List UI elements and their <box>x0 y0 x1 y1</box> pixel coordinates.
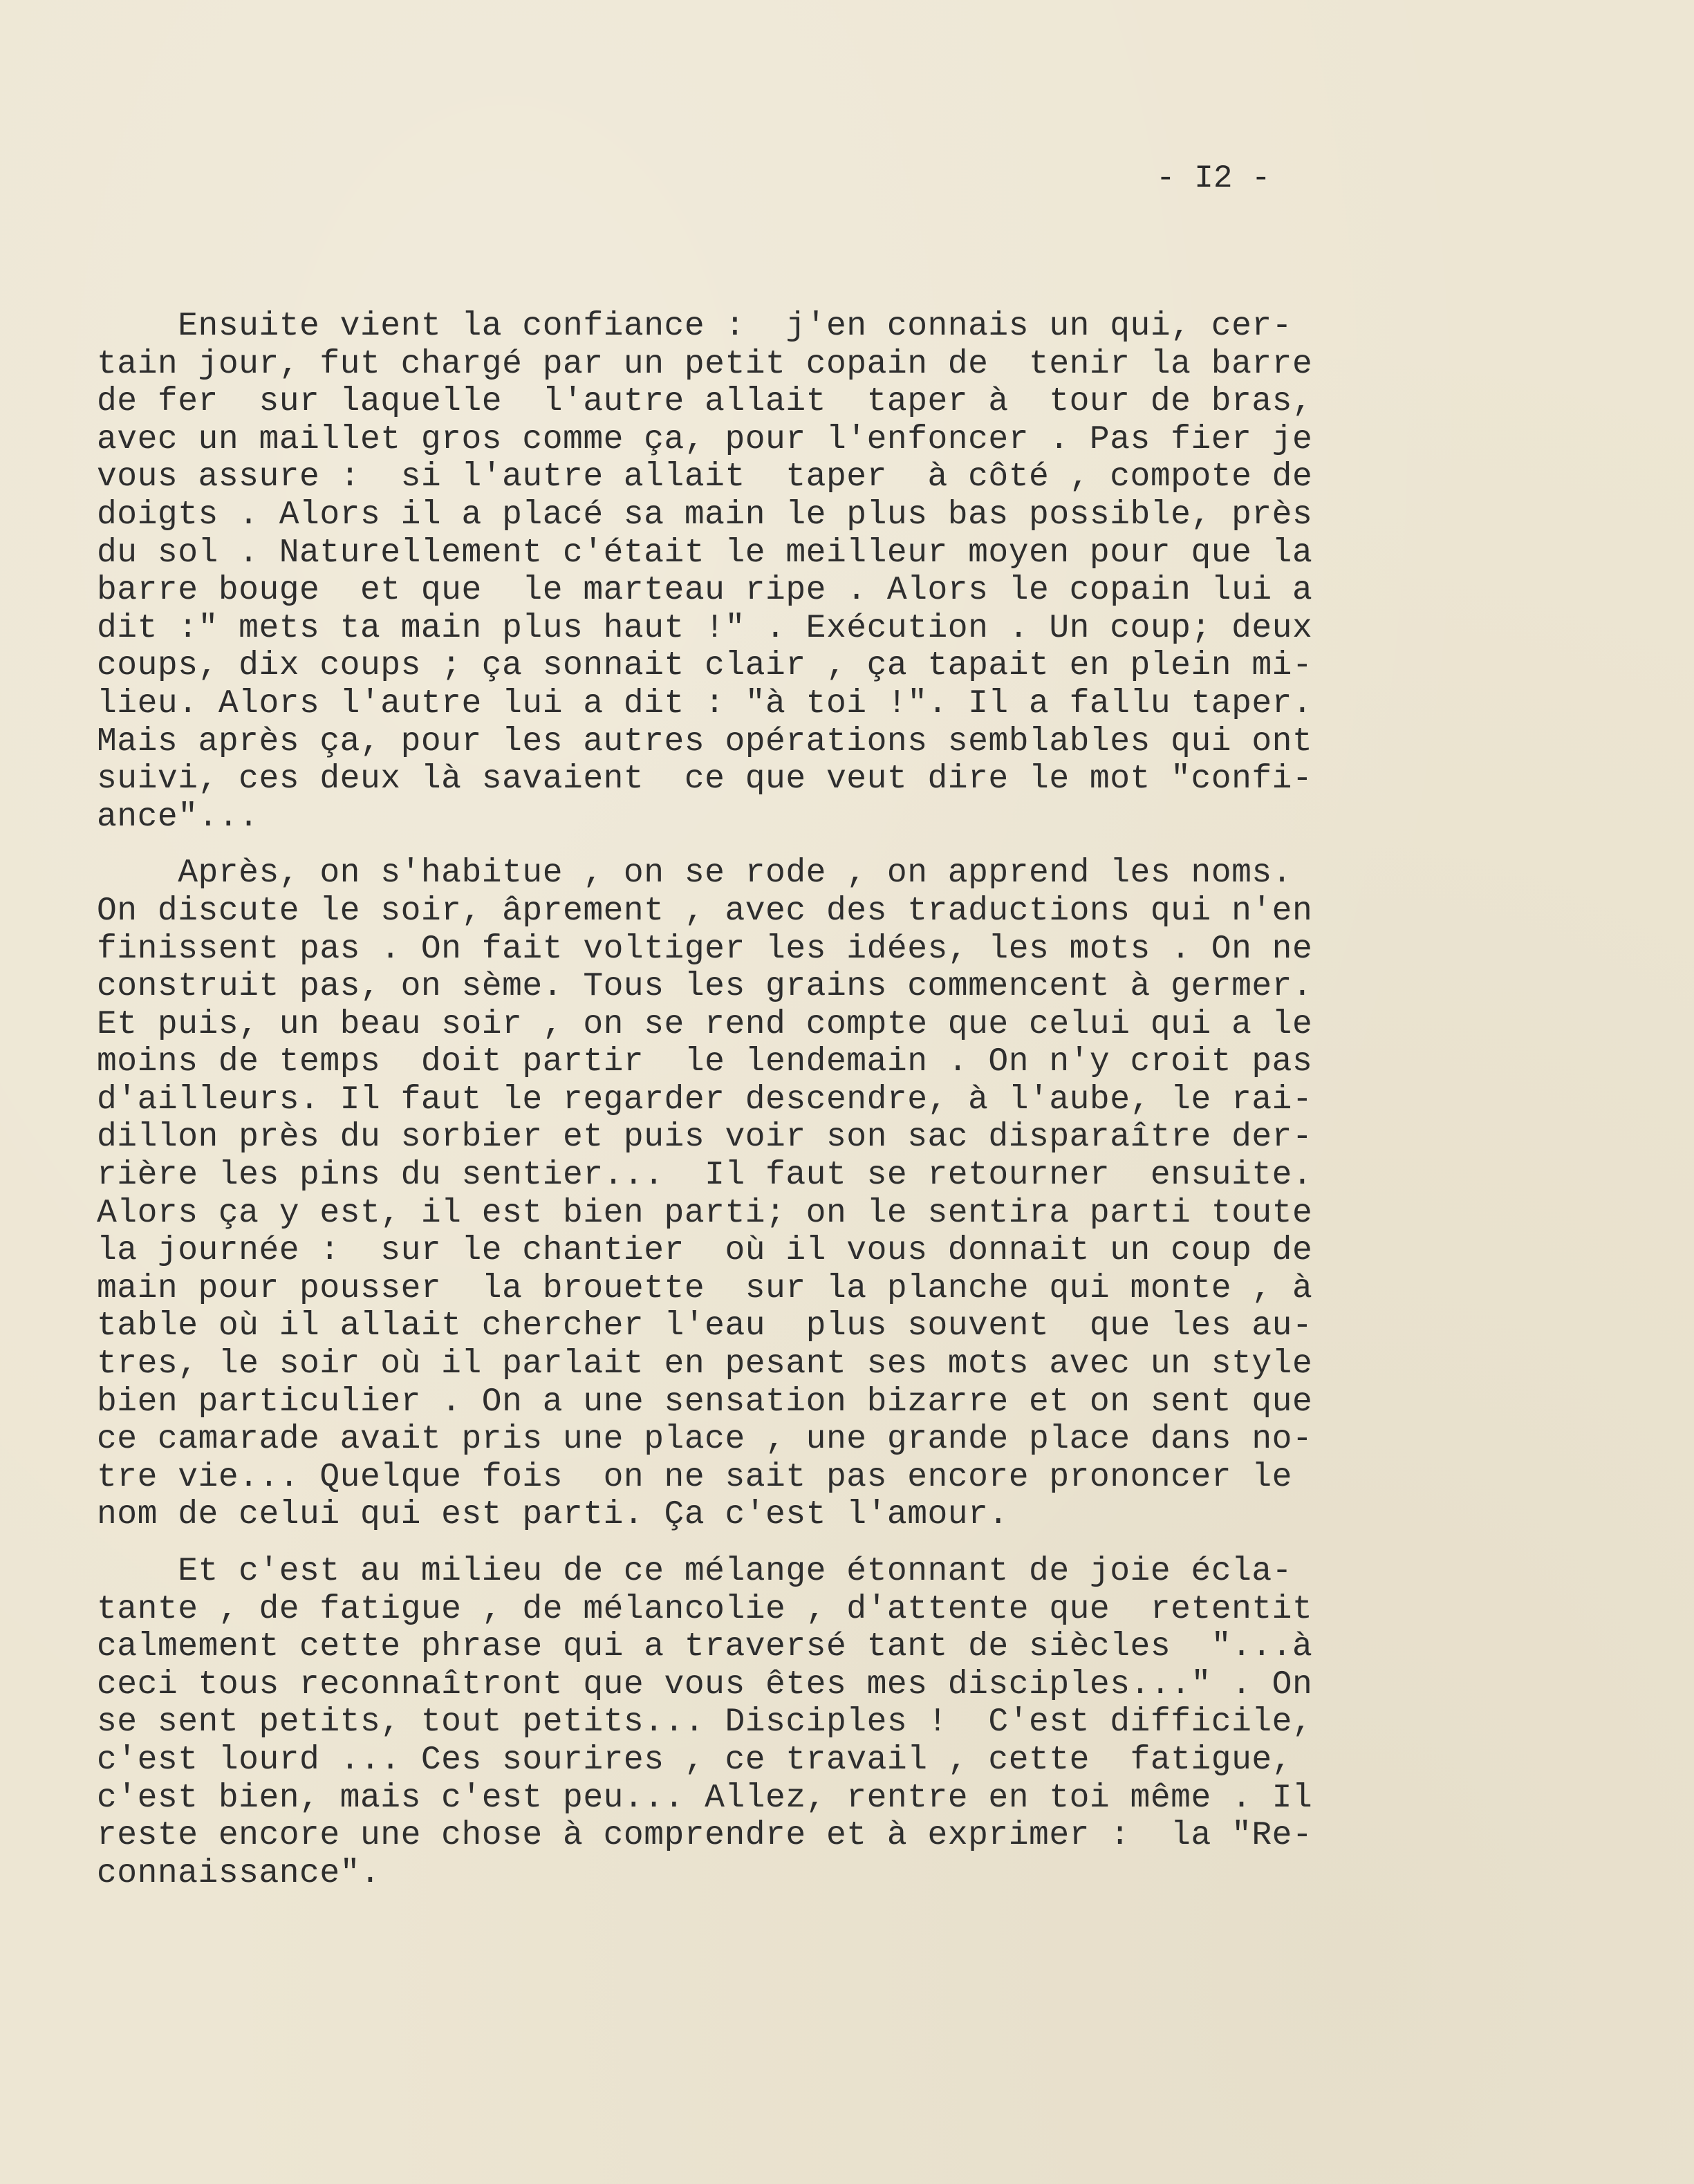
text-line: tain jour, fut chargé par un petit copain de tenir la barre <box>97 345 1313 383</box>
paragraph-2 <box>97 855 1383 1534</box>
text-line: construit pas, on sème. Tous les grains commencent à germer. <box>97 968 1313 1006</box>
page-number: - I2 - <box>1156 160 1271 196</box>
text-line: coups, dix coups ; ça sonnait clair , ça tapait en plein mi- <box>97 647 1313 685</box>
text-line: barre bouge et que le marteau ripe . Alors le copain lui a <box>97 572 1313 610</box>
text-line: d'ailleurs. Il faut le regarder descendre, à l'aube, le rai- <box>97 1081 1313 1119</box>
text-line: calmement cette phrase qui a traversé tant de siècles "...à <box>97 1628 1313 1666</box>
text-line: tres, le soir où il parlait en pesant ses mots avec un style <box>97 1345 1313 1383</box>
text-line: reste encore une chose à comprendre et à exprimer : la "Re- <box>97 1817 1313 1855</box>
text-line: finissent pas . On fait voltiger les idées, les mots . On ne <box>97 930 1313 968</box>
text-line: lieu. Alors l'autre lui a dit : "à toi !". Il a fallu taper. <box>97 684 1313 722</box>
text-line: ce camarade avait pris une place , une grande place dans no- <box>97 1421 1313 1459</box>
body-text <box>97 308 1383 1911</box>
text-line: de fer sur laquelle l'autre allait taper à tour de bras, <box>97 383 1313 421</box>
text-line: On discute le soir, âprement , avec des traductions qui n'en <box>97 892 1313 930</box>
text-line: avec un maillet gros comme ça, pour l'enfoncer . Pas fier je <box>97 420 1313 458</box>
text-line: Et c'est au milieu de ce mélange étonnant de joie écla- <box>97 1553 1292 1590</box>
paragraph-3 <box>97 1553 1383 1892</box>
text-line: se sent petits, tout petits... Disciples ! C'est difficile, <box>97 1704 1313 1742</box>
text-line: ceci tous reconnaîtront que vous êtes mes disciples..." . On <box>97 1665 1313 1704</box>
text-line: table où il allait chercher l'eau plus souvent que les au- <box>97 1307 1313 1345</box>
text-line: tante , de fatigue , de mélancolie , d'attente que retentit <box>97 1590 1313 1628</box>
text-line: doigts . Alors il a placé sa main le plus bas possible, près <box>97 496 1313 534</box>
text-line: rière les pins du sentier... Il faut se retourner ensuite. <box>97 1157 1313 1195</box>
text-line: Mais après ça, pour les autres opérations semblables qui ont <box>97 722 1313 760</box>
text-line: c'est lourd ... Ces sourires , ce travail , cette fatigue, <box>97 1741 1292 1779</box>
text-line: ance"... <box>97 798 259 836</box>
text-line: bien particulier . On a une sensation bizarre et on sent que <box>97 1383 1313 1421</box>
text-line: Alors ça y est, il est bien parti; on le sentira parti toute <box>97 1194 1313 1232</box>
text-line: dillon près du sorbier et puis voir son sac disparaître der- <box>97 1119 1313 1157</box>
text-line: nom de celui qui est parti. Ça c'est l'amour. <box>97 1496 1009 1534</box>
text-line: dit :" mets ta main plus haut !" . Exécution . Un coup; deux <box>97 609 1313 647</box>
text-line: c'est bien, mais c'est peu... Allez, rentre en toi même . Il <box>97 1779 1313 1817</box>
text-line: Ensuite vient la confiance : j'en connais un qui, cer- <box>97 308 1292 345</box>
text-line: connaissance". <box>97 1854 381 1892</box>
text-line: moins de temps doit partir le lendemain . On n'y croit pas <box>97 1043 1313 1081</box>
paragraph-1 <box>97 308 1383 836</box>
text-line: suivi, ces deux là savaient ce que veut dire le mot "confi- <box>97 760 1313 799</box>
text-line: Après, on s'habitue , on se rode , on apprend les noms. <box>97 855 1292 893</box>
text-line: la journée : sur le chantier où il vous donnait un coup de <box>97 1232 1313 1270</box>
text-line: main pour pousser la brouette sur la planche qui monte , à <box>97 1269 1313 1307</box>
text-line: du sol . Naturellement c'était le meilleur moyen pour que la <box>97 534 1313 572</box>
text-line: vous assure : si l'autre allait taper à côté , compote de <box>97 458 1313 496</box>
text-line: Et puis, un beau soir , on se rend compte que celui qui a le <box>97 1005 1313 1043</box>
text-line: tre vie... Quelque fois on ne sait pas encore prononcer le <box>97 1458 1292 1496</box>
